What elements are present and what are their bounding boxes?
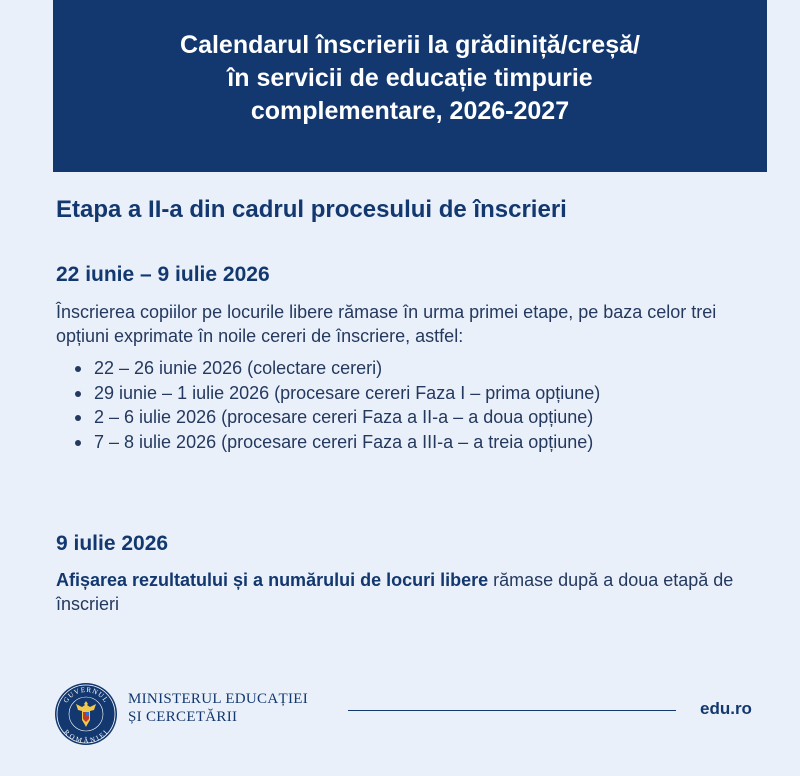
stage-date-heading: 22 iunie – 9 iulie 2026 — [56, 263, 270, 286]
title-banner — [53, 0, 767, 172]
schedule-list — [70, 356, 600, 454]
results-description — [56, 568, 756, 616]
banner-title-line-2: în servicii de educație timpurie — [227, 63, 593, 92]
banner-title-line-3: complementare, 2026-2027 — [250, 96, 570, 125]
ministry-name-line-1: MINISTERUL EDUCAȚIEI — [128, 691, 309, 707]
schedule-item: 2 – 6 iulie 2026 (procesare cereri Faza a II-a – a doua opțiune) — [70, 405, 600, 430]
government-seal-logo — [54, 682, 118, 746]
stage-description: Înscrierea copiilor pe locurile libere rămase în urma primei etape, pe baza celor trei opțiuni exprimate în noile cereri de înscriere, astfel: — [56, 302, 717, 346]
results-description-bold: Afișarea rezultatului și a numărului de locuri libere — [56, 570, 489, 590]
seal-text-top: GUVERNUL — [61, 685, 111, 705]
schedule-item: 29 iunie – 1 iulie 2026 (procesare cereri Faza I – prima opțiune) — [70, 381, 600, 406]
banner-title — [180, 29, 640, 128]
section-title: Etapa a II-a din cadrul procesului de înscrieri — [56, 196, 567, 223]
seal-text-bottom: ROMÂNIEI — [62, 728, 110, 745]
ministry-name — [128, 690, 308, 726]
ministry-name-line-2: ȘI CERCETĂRII — [128, 709, 238, 725]
schedule-item: 22 – 26 iunie 2026 (colectare cereri) — [70, 356, 600, 381]
results-description-rest: rămase după a doua etapă de înscrieri — [56, 570, 734, 614]
footer-divider — [348, 710, 676, 711]
results-date-heading: 9 iulie 2026 — [56, 532, 169, 555]
schedule-item: 7 – 8 iulie 2026 (procesare cereri Faza a III-a – a treia opțiune) — [70, 430, 600, 455]
website-link[interactable]: edu.ro — [700, 699, 752, 718]
banner-title-line-1: Calendarul înscrierii la grădiniță/creșă/ — [180, 30, 640, 59]
